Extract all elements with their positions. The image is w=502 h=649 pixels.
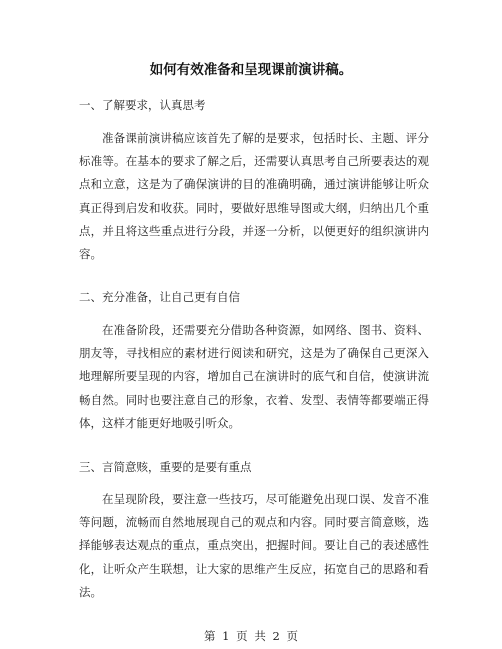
page-footer: 第 1 页 共 2 页 <box>204 629 298 643</box>
section-heading-1: 一、了解要求，认真思考 <box>79 98 206 112</box>
section-heading-2: 二、充分准备，让自己更有自信 <box>79 290 240 304</box>
section-paragraph-3: 在呈现阶段，要注意一些技巧，尽可能避免出现口误、发音不准等问题，流畅而自然地展现自己的观点和内容。同时要言简意赅，选择能够表达观点的重点，重点突出，把握时间。要让自己的表述感性化，让听众产生联想，让大家的思维产生反应，拓宽自己的思路和看法。 <box>79 492 429 599</box>
document-title: 如何有效准备和呈现课前演讲稿。 <box>149 62 353 78</box>
section-paragraph-1: 准备课前演讲稿应该首先了解的是要求，包括时长、主题、评分标准等。在基本的要求了解之后，还需要认真思考自己所要表达的观点和立意，这是为了确保演讲的目的准确明确，通过演讲能够让听众真正得到启发和收获。同时，要做好思维导图或大纲，归纳出几个重点，并且将这些重点进行分段，并逐一分析，以便更好的组织演讲内容。 <box>79 131 429 262</box>
section-heading-3: 三、言简意赅，重要的是要有重点 <box>79 460 252 474</box>
section-paragraph-2: 在准备阶段，还需要充分借助各种资源，如网络、图书、资料、朋友等，寻找相应的素材进行阅读和研究，这是为了确保自己更深入地理解所要呈现的内容，增加自己在演讲时的底气和自信，使演讲流畅自然。同时也要注意自己的形象，衣着、发型、表情等都要端正得体，这样才能更好地吸引听众。 <box>79 323 429 430</box>
